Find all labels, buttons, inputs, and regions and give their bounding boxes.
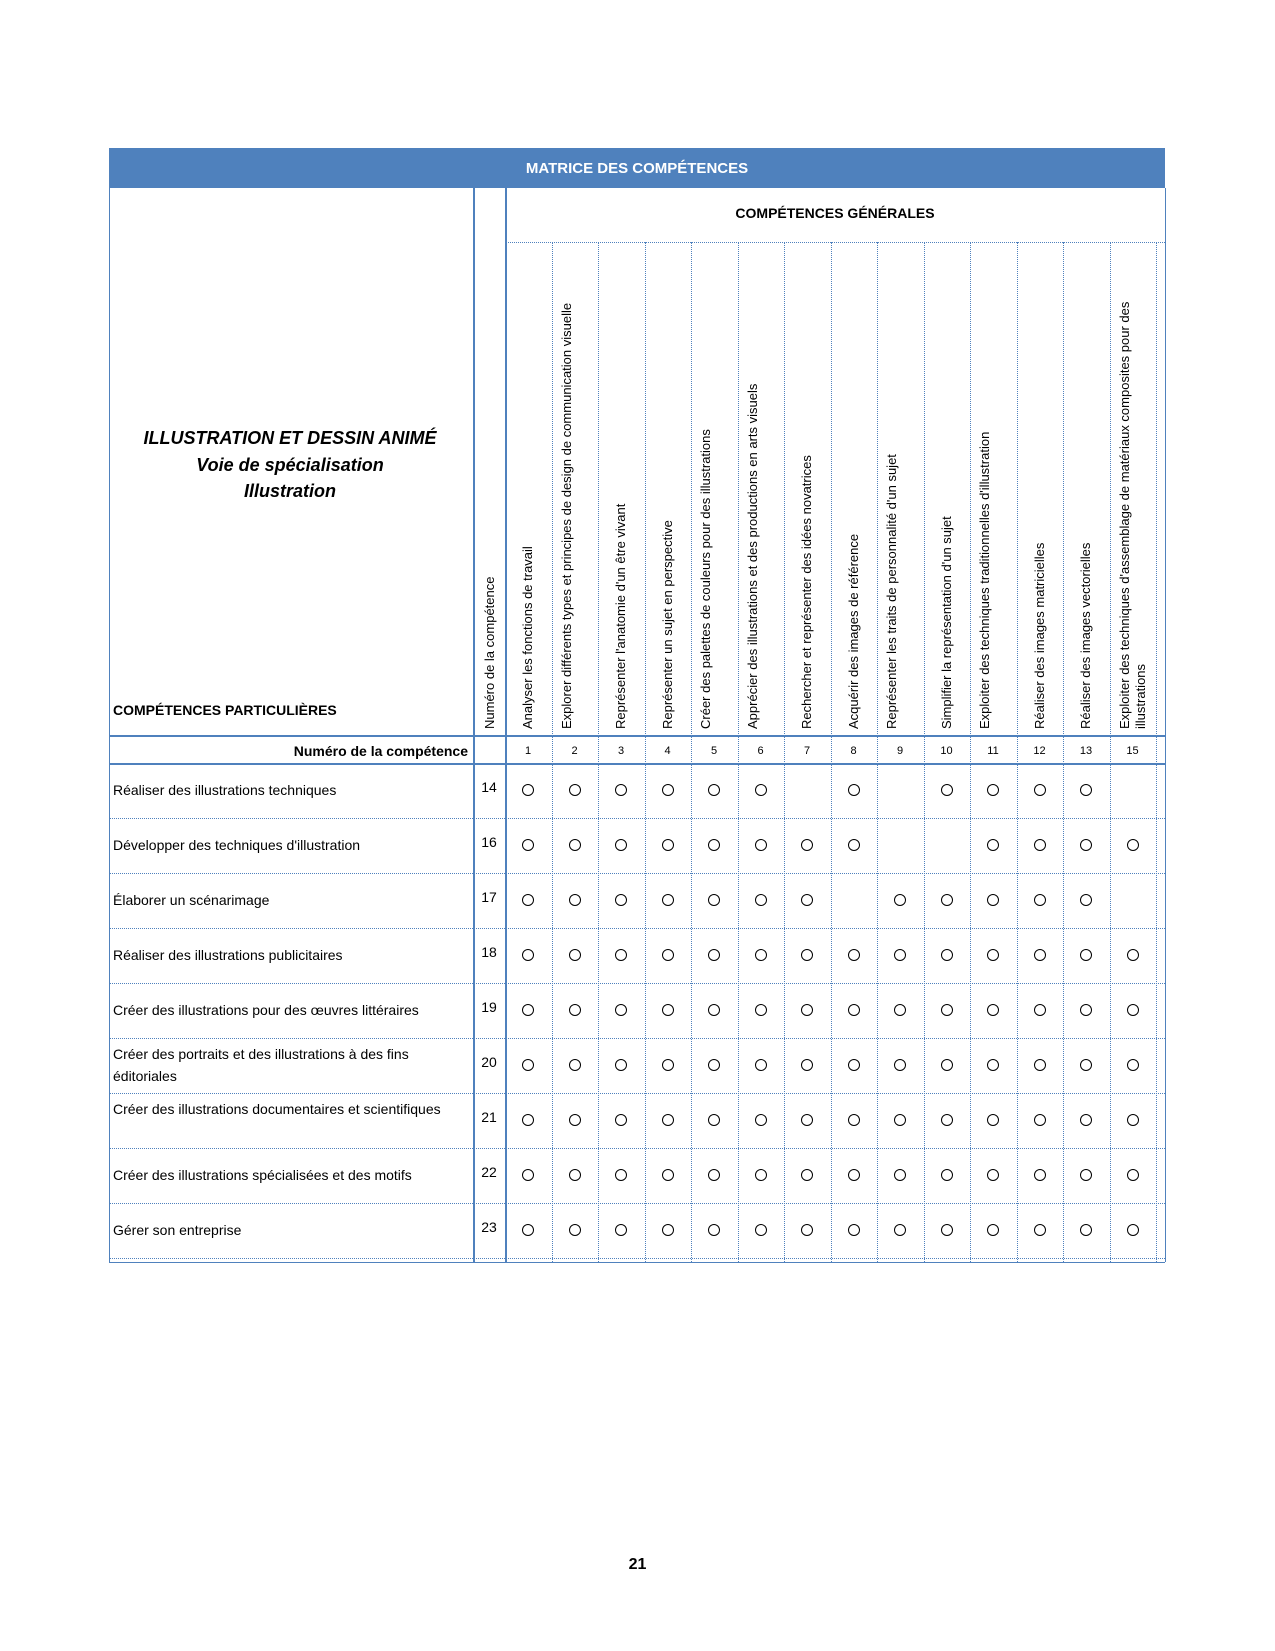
number-column-divider-left: [473, 188, 475, 1262]
relation-mark: [894, 1114, 906, 1126]
relation-mark: [801, 839, 813, 851]
general-competency-15-label: Exploiter des techniques d'assemblage de matériaux composites pour des illustrations: [1116, 301, 1148, 729]
relation-mark: [569, 1169, 581, 1181]
program-name: ILLUSTRATION ET DESSIN ANIMÉ: [143, 428, 437, 448]
relation-mark: [848, 1224, 860, 1236]
relation-mark: [987, 1059, 999, 1071]
relation-mark: [894, 949, 906, 961]
relation-mark: [848, 1114, 860, 1126]
relation-mark: [708, 839, 720, 851]
relation-mark: [1034, 839, 1046, 851]
relation-mark: [801, 949, 813, 961]
relation-mark: [801, 1169, 813, 1181]
general-competency-6-number: 6: [757, 745, 764, 757]
particular-competency-21-label: Créer des illustrations documentaires et scientifiques: [113, 1101, 441, 1117]
particular-competency-19-label: Créer des illustrations pour des œuvres littéraires: [113, 1002, 419, 1018]
relation-mark: [1127, 839, 1139, 851]
number-column-divider-right: [505, 188, 507, 1262]
relation-mark: [522, 1114, 534, 1126]
relation-mark: [522, 1224, 534, 1236]
relation-mark: [615, 1169, 627, 1181]
row-separator: [109, 1258, 1165, 1259]
general-competency-10-label: Simplifier la représentation d'un sujet: [938, 516, 954, 729]
particular-competency-14-label: Réaliser des illustrations techniques: [113, 782, 337, 798]
general-competency-8-label: Acquérir des images de référence: [845, 533, 861, 729]
relation-mark: [941, 949, 953, 961]
relation-mark: [987, 839, 999, 851]
relation-mark: [987, 1224, 999, 1236]
relation-mark: [662, 1004, 674, 1016]
relation-mark: [848, 949, 860, 961]
relation-mark: [662, 894, 674, 906]
general-competency-7-number: 7: [803, 745, 811, 757]
particular-competency-22-number: 22: [481, 1164, 497, 1180]
relation-mark: [755, 839, 767, 851]
relation-mark: [708, 1004, 720, 1016]
relation-mark: [1034, 784, 1046, 796]
particular-competencies-header: COMPÉTENCES PARTICULIÈRES: [113, 702, 337, 718]
relation-mark: [662, 1059, 674, 1071]
particular-competency-23-number: 23: [481, 1219, 497, 1235]
relation-mark: [1080, 949, 1092, 961]
relation-mark: [615, 1114, 627, 1126]
general-competency-5-number: 5: [710, 745, 718, 757]
relation-mark: [1034, 1224, 1046, 1236]
relation-mark: [615, 949, 627, 961]
relation-mark: [569, 1224, 581, 1236]
relation-mark: [848, 784, 860, 796]
relation-mark: [987, 784, 999, 796]
relation-mark: [848, 1059, 860, 1071]
particular-competency-17-number: 17: [481, 889, 497, 905]
general-competency-7-label: Rechercher et représenter des idées novatrices: [799, 455, 815, 729]
relation-mark: [1080, 1004, 1092, 1016]
relation-mark: [662, 839, 674, 851]
relation-mark: [708, 784, 720, 796]
table-border-bottom: [109, 1262, 1165, 1263]
relation-mark: [801, 1004, 813, 1016]
relation-mark: [615, 839, 627, 851]
relation-mark: [894, 1059, 906, 1071]
relation-mark: [615, 1004, 627, 1016]
relation-mark: [1034, 949, 1046, 961]
relation-mark: [569, 1114, 581, 1126]
relation-mark: [1034, 1004, 1046, 1016]
relation-mark: [755, 1224, 767, 1236]
relation-mark: [894, 1169, 906, 1181]
relation-mark: [662, 949, 674, 961]
relation-mark: [1034, 1114, 1046, 1126]
row-separator: [109, 1148, 1165, 1149]
page-number: 21: [628, 1556, 647, 1573]
row-separator: [109, 818, 1165, 819]
relation-mark: [522, 1169, 534, 1181]
relation-mark: [987, 1004, 999, 1016]
general-competency-1-number: 1: [524, 745, 532, 757]
relation-mark: [662, 1169, 674, 1181]
general-competency-13-number: 13: [1079, 745, 1093, 757]
relation-mark: [708, 949, 720, 961]
relation-mark: [662, 1114, 674, 1126]
relation-mark: [941, 784, 953, 796]
general-competency-15-number: 15: [1126, 745, 1139, 757]
relation-mark: [1127, 1004, 1139, 1016]
relation-mark: [662, 784, 674, 796]
row-separator: [109, 1038, 1165, 1039]
general-competency-1-label: Analyser les fonctions de travail: [520, 546, 536, 729]
relation-mark: [987, 894, 999, 906]
particular-competency-20-number: 20: [481, 1054, 497, 1070]
relation-mark: [569, 949, 581, 961]
general-competency-3-label: Représenter l'anatomie d'un être vivant: [613, 503, 629, 729]
relation-mark: [755, 1114, 767, 1126]
relation-mark: [755, 1004, 767, 1016]
particular-competency-16-label: Développer des techniques d'illustration: [113, 837, 361, 853]
relation-mark: [941, 1059, 953, 1071]
number-column-header: Numéro de la compétence: [482, 576, 497, 729]
particular-competency-22-label: Créer des illustrations spécialisées et des motifs: [113, 1167, 412, 1183]
relation-mark: [755, 1169, 767, 1181]
relation-mark: [569, 1004, 581, 1016]
relation-mark: [1127, 1169, 1139, 1181]
relation-mark: [894, 1224, 906, 1236]
specialization-name: Illustration: [243, 481, 336, 501]
relation-mark: [941, 1004, 953, 1016]
general-competency-9-number: 9: [896, 745, 904, 757]
relation-mark: [1034, 1169, 1046, 1181]
row-separator: [109, 873, 1165, 874]
relation-mark: [755, 1059, 767, 1071]
relation-mark: [801, 1114, 813, 1126]
general-competency-2-number: 2: [571, 745, 578, 757]
relation-mark: [615, 894, 627, 906]
specialization-block: [115, 424, 465, 504]
relation-mark: [1080, 1059, 1092, 1071]
general-competency-11-label: Exploiter des techniques traditionnelles d'illustration: [977, 431, 993, 729]
general-competency-13-label: Réaliser des images vectorielles: [1078, 542, 1094, 729]
general-competency-6-label: Apprécier des illustrations et des productions en arts visuels: [744, 383, 760, 729]
particular-competency-19-number: 19: [481, 999, 497, 1015]
table-border-right: [1165, 188, 1166, 1262]
relation-mark: [987, 1169, 999, 1181]
relation-mark: [615, 1059, 627, 1071]
particular-competency-14-number: 14: [481, 779, 497, 795]
relation-mark: [941, 1114, 953, 1126]
relation-mark: [522, 784, 534, 796]
particular-competency-16-number: 16: [481, 834, 497, 850]
general-competency-5-label: Créer des palettes de couleurs pour des illustrations: [698, 429, 714, 729]
relation-mark: [522, 1059, 534, 1071]
relation-mark: [941, 1169, 953, 1181]
relation-mark: [894, 1004, 906, 1016]
relation-mark: [522, 949, 534, 961]
particular-competency-17-label: Élaborer un scénarimage: [113, 892, 270, 908]
particular-competency-18-label: Réaliser des illustrations publicitaires: [113, 947, 343, 963]
relation-mark: [569, 1059, 581, 1071]
relation-mark: [1034, 894, 1046, 906]
relation-mark: [615, 784, 627, 796]
relation-mark: [1080, 1224, 1092, 1236]
general-competency-9-label: Représenter les traits de personnalité d'un sujet: [884, 454, 900, 729]
relation-mark: [755, 949, 767, 961]
particular-competency-21-number: 21: [481, 1109, 497, 1125]
relation-mark: [615, 1224, 627, 1236]
row-separator: [109, 1203, 1165, 1204]
relation-mark: [708, 1224, 720, 1236]
relation-mark: [1127, 1114, 1139, 1126]
particular-competency-20-label: Créer des portraits et des illustrations à des fins éditoriales: [113, 1046, 409, 1084]
relation-mark: [1127, 1224, 1139, 1236]
general-header-dotted-line: [505, 242, 1165, 243]
relation-mark: [708, 894, 720, 906]
relation-mark: [1080, 784, 1092, 796]
general-competencies-header: COMPÉTENCES GÉNÉRALES: [735, 205, 935, 221]
relation-mark: [848, 839, 860, 851]
relation-mark: [1080, 839, 1092, 851]
relation-mark: [708, 1114, 720, 1126]
number-row-top-line: [109, 735, 1165, 737]
relation-mark: [569, 894, 581, 906]
specialization-path: Voie de spécialisation: [196, 455, 384, 475]
general-competency-4-number: 4: [664, 745, 671, 757]
relation-mark: [1080, 1169, 1092, 1181]
relation-mark: [941, 894, 953, 906]
relation-mark: [522, 839, 534, 851]
relation-mark: [848, 1169, 860, 1181]
relation-mark: [848, 1004, 860, 1016]
column-separator: [1156, 242, 1157, 1262]
relation-mark: [662, 1224, 674, 1236]
row-separator: [109, 928, 1165, 929]
general-competency-11-number: 11: [987, 745, 999, 757]
general-competency-10-number: 10: [940, 745, 953, 757]
relation-mark: [941, 1224, 953, 1236]
matrix-title: MATRICE DES COMPÉTENCES: [109, 148, 1165, 188]
particular-competency-18-number: 18: [481, 944, 497, 960]
relation-mark: [987, 1114, 999, 1126]
relation-mark: [1127, 1059, 1139, 1071]
general-competency-12-number: 12: [1033, 745, 1046, 757]
relation-mark: [1127, 949, 1139, 961]
row-separator: [109, 983, 1165, 984]
relation-mark: [987, 949, 999, 961]
general-competency-3-number: 3: [617, 745, 625, 757]
relation-mark: [1080, 1114, 1092, 1126]
relation-mark: [708, 1169, 720, 1181]
row-separator: [109, 1093, 1165, 1094]
table-border-left: [109, 188, 110, 1262]
particular-competency-23-label: Gérer son entreprise: [113, 1222, 242, 1238]
relation-mark: [894, 894, 906, 906]
relation-mark: [522, 894, 534, 906]
relation-mark: [801, 1059, 813, 1071]
relation-mark: [801, 894, 813, 906]
relation-mark: [801, 1224, 813, 1236]
relation-mark: [569, 839, 581, 851]
general-competency-8-number: 8: [850, 745, 857, 757]
relation-mark: [755, 894, 767, 906]
relation-mark: [1080, 894, 1092, 906]
general-competency-4-label: Représenter un sujet en perspective: [659, 520, 675, 729]
relation-mark: [1034, 1059, 1046, 1071]
general-competency-12-label: Réaliser des images matricielles: [1031, 542, 1047, 729]
number-row-bottom-line: [109, 763, 1165, 765]
relation-mark: [708, 1059, 720, 1071]
general-competency-2-label: Explorer différents types et principes de design de communication visuelle: [558, 302, 574, 729]
relation-mark: [522, 1004, 534, 1016]
relation-mark: [569, 784, 581, 796]
relation-mark: [755, 784, 767, 796]
number-row-label: Numéro de la compétence: [293, 743, 468, 759]
